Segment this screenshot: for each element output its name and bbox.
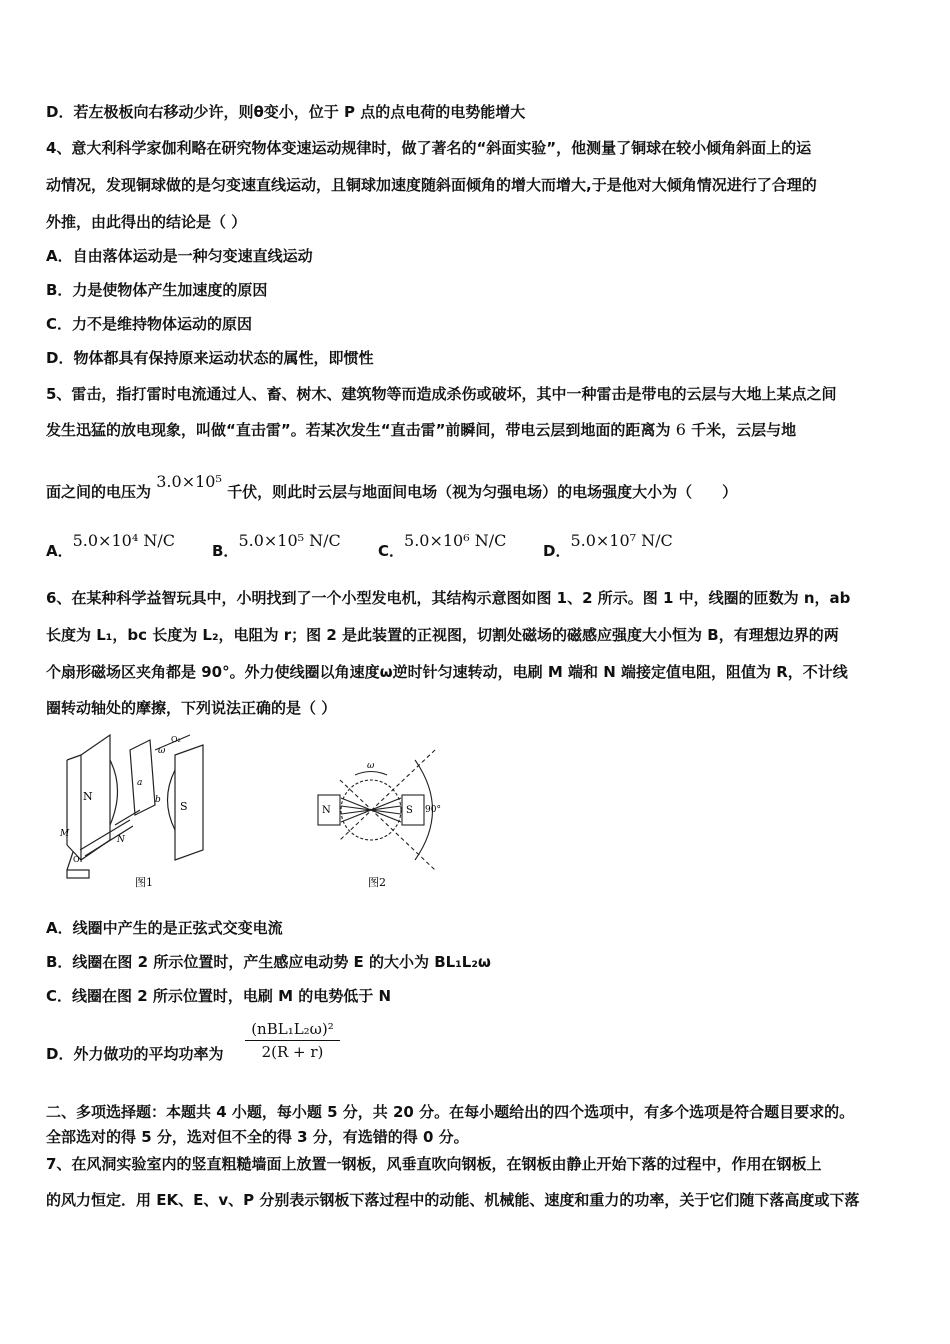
q5-option-b: B．5.0×10⁵ N/C bbox=[212, 531, 341, 560]
fig1-label-n-magnet: N bbox=[83, 790, 93, 803]
q5-voltage: 3.0×10⁵ bbox=[156, 472, 222, 491]
q5-text-d: 千伏，则此时云层与地面间电场（视为匀强电场）的电场强度大小为（ ） bbox=[227, 483, 738, 501]
figure-1 bbox=[55, 730, 220, 890]
q6-option-a: A．线圈中产生的是正弦式交变电流 bbox=[46, 919, 283, 937]
fraction-numerator: (nBL₁L₂ω)² bbox=[245, 1020, 340, 1041]
fig1-label-a: a bbox=[137, 778, 143, 788]
q4-option-a: A．自由落体运动是一种匀变速直线运动 bbox=[46, 247, 313, 265]
option-d-prev: D．若左极板向右移动少许，则θ变小，位于 P 点的点电荷的电势能增大 bbox=[46, 103, 526, 121]
q5-text-a: 发生迅猛的放电现象，叫做“直击雷”。若某次发生“直击雷”前瞬间，带电云层到地面的距离为 bbox=[46, 421, 671, 439]
q6-stem-line3: 个扇形磁场区夹角都是 90°。外力使线圈以角速度ω逆时针匀速转动，电刷 M 端和 N 端接定值电阻，阻值为 R，不计线 bbox=[46, 663, 848, 681]
q5-stem-line3 bbox=[46, 472, 738, 502]
fig1-label-s-magnet: S bbox=[180, 800, 188, 813]
q4-stem-line1: 4、意大利科学家伽利略在研究物体变速运动规律时，做了著名的“斜面实验”，他测量了铜球在较小倾角斜面上的运 bbox=[46, 139, 812, 157]
figure-2 bbox=[310, 740, 460, 892]
q6-option-b: B．线圈在图 2 所示位置时，产生感应电动势 E 的大小为 BL₁L₂ω bbox=[46, 953, 491, 971]
q6-option-c: C．线圈在图 2 所示位置时，电刷 M 的电势低于 N bbox=[46, 987, 392, 1005]
q6-option-d: D．外力做功的平均功率为 bbox=[46, 1045, 224, 1063]
q5-option-a: A．5.0×10⁴ N/C bbox=[46, 531, 175, 560]
fig1-label-n: N bbox=[117, 835, 125, 845]
q7-stem-line2: 的风力恒定．用 EK、E、v、P 分别表示钢板下落过程中的动能、机械能、速度和重力的功率，关于它们随下落高度或下落 bbox=[46, 1191, 860, 1209]
q5-text-b: 千米，云层与地 bbox=[691, 421, 797, 439]
q4-option-c: C．力不是维持物体运动的原因 bbox=[46, 315, 253, 333]
q6-power-fraction bbox=[245, 1020, 340, 1061]
q6-stem-line1: 6、在某种科学益智玩具中，小明找到了一个小型发电机，其结构示意图如图 1、2 所示。图 1 中，线圈的匝数为 n，ab bbox=[46, 589, 851, 607]
q4-stem-line2: 动情况，发现铜球做的是匀变速直线运动，且铜球加速度随斜面倾角的增大而增大,于是他对大倾角情况进行了合理的 bbox=[46, 176, 817, 194]
fig1-label-m: M bbox=[60, 829, 70, 839]
q4-stem-line3: 外推，由此得出的结论是（ ） bbox=[46, 213, 247, 231]
fig1-label-b: b bbox=[155, 795, 161, 805]
q5-option-c: C．5.0×10⁶ N/C bbox=[378, 531, 507, 560]
fig1-label-o2: O₂ bbox=[171, 735, 181, 744]
fig1-caption: 图1 bbox=[135, 876, 153, 889]
fig2-label-omega: ω bbox=[367, 761, 375, 771]
q5-stem-line1: 5、雷击，指打雷时电流通过人、畜、树木、建筑物等而造成杀伤或破坏，其中一种雷击是带电的云层与大地上某点之间 bbox=[46, 385, 837, 403]
q7-stem-line1: 7、在风洞实验室内的竖直粗糙墙面上放置一钢板，风垂直吹向钢板，在钢板由静止开始下落的过程中，作用在钢板上 bbox=[46, 1155, 822, 1173]
q5-distance: 6 bbox=[675, 420, 686, 439]
q5-option-d: D．5.0×10⁷ N/C bbox=[543, 531, 673, 560]
q5-text-c: 面之间的电压为 bbox=[46, 483, 152, 501]
q6-stem-line4: 圈转动轴处的摩擦，下列说法正确的是（ ） bbox=[46, 699, 337, 717]
fig2-label-n: N bbox=[322, 805, 331, 816]
fraction-denominator: 2(R + r) bbox=[261, 1043, 324, 1061]
q4-option-b: B．力是使物体产生加速度的原因 bbox=[46, 281, 268, 299]
fig1-label-omega: ω bbox=[158, 746, 166, 756]
fig2-label-angle: 90° bbox=[425, 805, 441, 815]
fig2-label-s: S bbox=[406, 805, 413, 816]
section2-intro-line2: 全部选对的得 5 分，选对但不全的得 3 分，有选错的得 0 分。 bbox=[46, 1128, 469, 1146]
q4-option-d: D．物体都具有保持原来运动状态的属性，即惯性 bbox=[46, 349, 374, 367]
fig1-label-o1: O₁ bbox=[73, 855, 83, 864]
fig2-caption: 图2 bbox=[368, 876, 386, 889]
q5-stem-line2 bbox=[46, 420, 796, 440]
q6-stem-line2: 长度为 L₁，bc 长度为 L₂，电阻为 r；图 2 是此装置的正视图，切割处磁场的磁感应强度大小恒为 B，有理想边界的两 bbox=[46, 626, 839, 644]
section2-intro-line1: 二、多项选择题：本题共 4 小题，每小题 5 分，共 20 分。在每小题给出的四个选项中，有多个选项是符合题目要求的。 bbox=[46, 1103, 855, 1121]
